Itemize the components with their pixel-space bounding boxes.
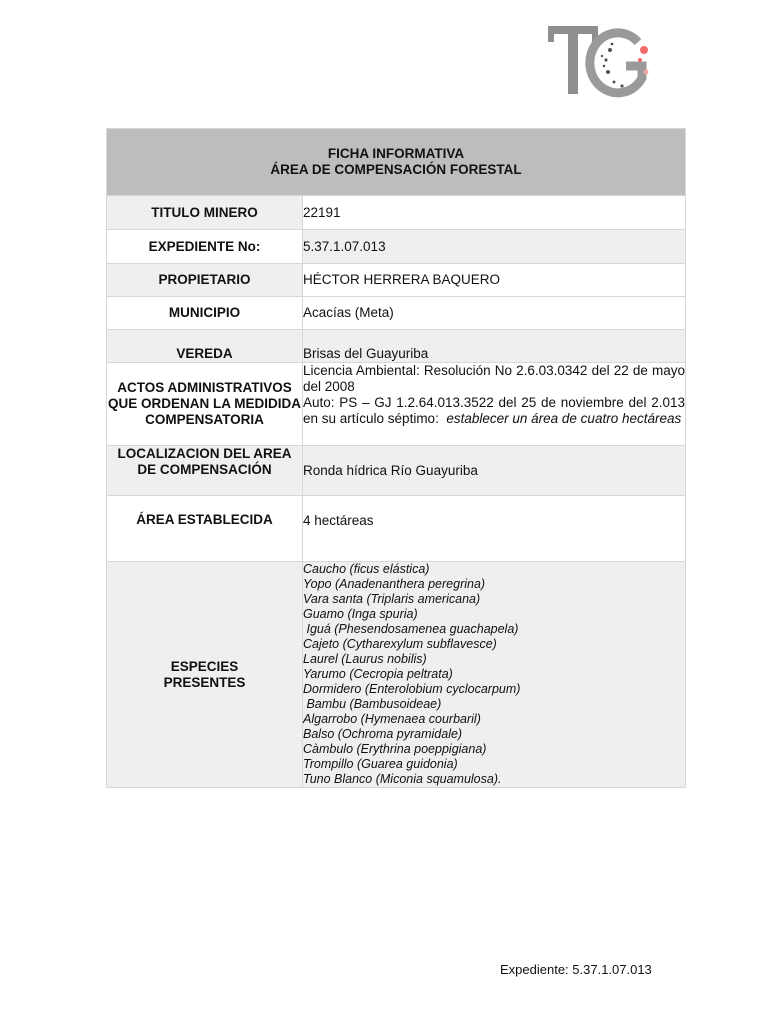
actos-value — [303, 363, 686, 446]
auto-text-italic: establecer un área de cuatro hectáreas — [446, 411, 682, 426]
species-item: Algarrobo (Hymenaea courbaril) — [303, 712, 481, 726]
localizacion-value: Ronda hídrica Río Guayuriba — [303, 446, 686, 496]
tg-logo — [542, 20, 660, 98]
propietario-label: PROPIETARIO — [107, 264, 303, 297]
licencia-text: Licencia Ambiental: Resolución No 2.6.03.0342 del 22 de mayo del 2008 — [303, 363, 686, 394]
especies-label: ESPECIES PRESENTES — [107, 562, 303, 788]
expediente-value: 5.37.1.07.013 — [303, 230, 686, 264]
species-item: Tuno Blanco (Miconia squamulosa). — [303, 772, 502, 786]
species-item: Cajeto (Cytharexylum subflavesce) — [303, 637, 497, 651]
footer-expediente: Expediente: 5.37.1.07.013 — [500, 962, 652, 977]
species-item: Yopo (Anadenanthera peregrina) — [303, 577, 486, 591]
especies-list — [303, 562, 686, 788]
municipio-label: MUNICIPIO — [107, 297, 303, 330]
auto-text-plain: Auto: PS – GJ 1.2.64.013.3522 del 25 de noviembre del 2.013 en su artículo séptimo: — [303, 395, 686, 426]
species-item: Vara santa (Triplaris americana) — [303, 592, 481, 606]
sheet-title: FICHA INFORMATIVA — [327, 146, 465, 161]
species-item: Balso (Ochroma pyramidale) — [303, 727, 463, 741]
titulo-minero-label: TITULO MINERO — [107, 196, 303, 230]
localizacion-label: LOCALIZACION DEL AREA DE COMPENSACIÓN — [107, 446, 303, 496]
species-item: Iguá (Phesendosamenea guachapela) — [303, 622, 519, 636]
titulo-minero-value: 22191 — [303, 196, 686, 230]
species-item: Dormidero (Enterolobium cyclocarpum) — [303, 682, 521, 696]
sheet-subtitle: ÁREA DE COMPENSACIÓN FORESTAL — [270, 162, 522, 177]
municipio-value: Acacías (Meta) — [303, 297, 686, 330]
species-item: Yarumo (Cecropia peltrata) — [303, 667, 453, 681]
actos-label: ACTOS ADMINISTRATIVOS QUE ORDENAN LA MEDIDIDA COMPENSATORIA — [107, 363, 303, 446]
sheet-header — [107, 129, 686, 196]
species-item: Càmbulo (Erythrina poeppigiana) — [303, 742, 487, 756]
auto-text — [303, 395, 685, 427]
expediente-label: EXPEDIENTE No: — [107, 230, 303, 264]
species-item: Laurel (Laurus nobilis) — [303, 652, 427, 666]
species-item: Bambu (Bambusoideae) — [303, 697, 442, 711]
vereda-value: Brisas del Guayuriba — [303, 330, 686, 363]
species-item: Guamo (Inga spuria) — [303, 607, 418, 621]
area-value: 4 hectáreas — [303, 496, 686, 562]
species-item: Trompillo (Guarea guidonia) — [303, 757, 458, 771]
species-item: Caucho (ficus elástica) — [303, 562, 430, 576]
propietario-value: HÉCTOR HERRERA BAQUERO — [303, 264, 686, 297]
area-label: ÁREA ESTABLECIDA — [107, 496, 303, 562]
info-sheet-table — [106, 128, 686, 788]
vereda-label: VEREDA — [107, 330, 303, 363]
